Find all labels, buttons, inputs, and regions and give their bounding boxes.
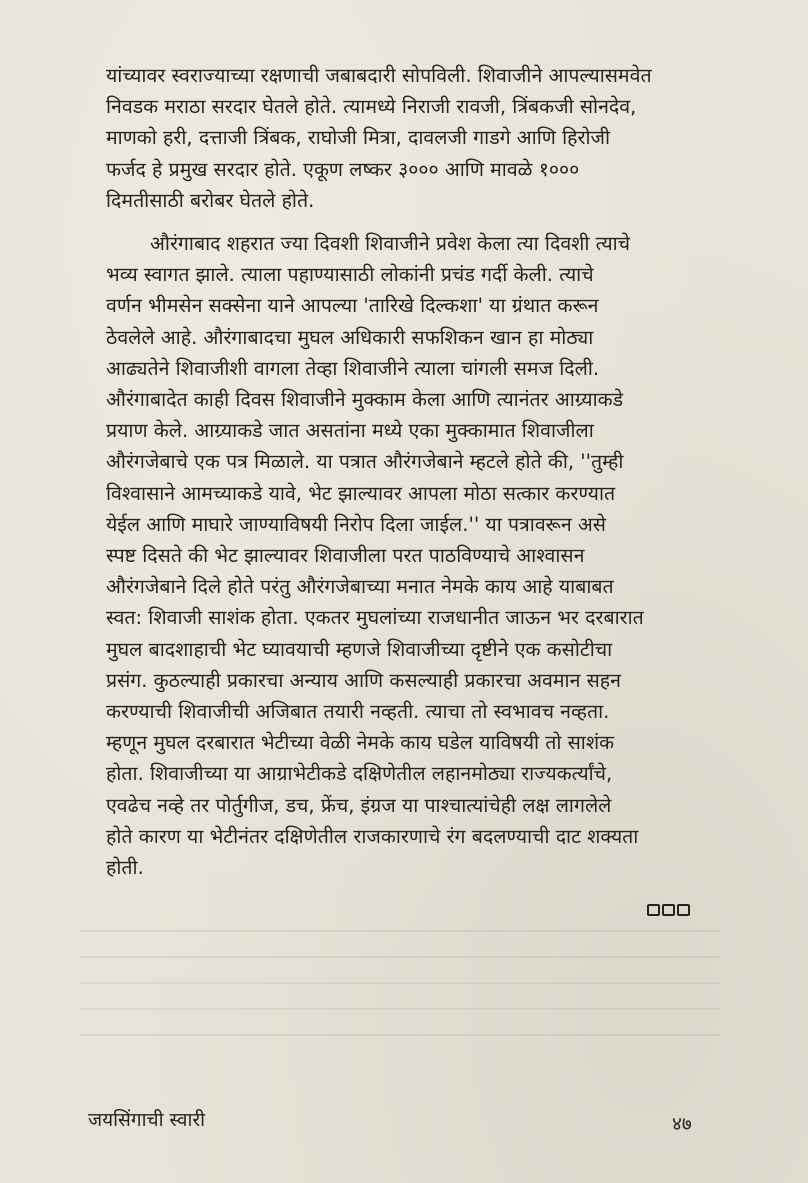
- paragraph-1: यांच्यावर स्वराज्याच्या रक्षणाची जबाबदारी सोपविली. शिवाजीने आपल्यासमवेत निवडक मराठा सरदार घेतले होते. त्यामध्ये निराजी रावजी, त्रिंबकजी सोनदेव, माणको हरी, दत्ताजी त्रिंबक, राघोजी मित्रा, दावलजी गाडगे आणि हिरोजी फर्जद हे प्रमुख सरदार होते. एकूण लष्कर ३००० आणि मावळे १००० दिमतीसाठी बरोबर घेतले होते.: [106, 64, 652, 212]
- running-footer-title: जयसिंगाची स्वारी: [88, 1109, 206, 1131]
- end-box-icon: [677, 904, 690, 916]
- page-number: ४७: [672, 1113, 692, 1135]
- end-box-icon: [662, 904, 675, 916]
- end-box-icon: [647, 904, 660, 916]
- show-through-text: [80, 930, 720, 1050]
- section-end-mark: [647, 904, 690, 916]
- paragraph-2: औरंगाबाद शहरात ज्या दिवशी शिवाजीने प्रवेश केला त्या दिवशी त्याचे भव्य स्वागत झाले. त्याला पहाण्यासाठी लोकांनी प्रचंड गर्दी केली. त्याचे वर्णन भीमसेन सक्सेना याने आपल्या 'तारिखे दिल्कशा' या ग्रंथात करून ठेवलेले आहे. औरंगाबादचा मुघल अधिकारी सफशिकन खान हा मोठ्या आढ्यतेने शिवाजीशी वागला तेव्हा शिवाजीने त्याला चांगली समज दिली. औरंगाबादेत काही दिवस शिवाजीने मुक्काम केला आणि त्यानंतर आग्र्याकडे प्रयाण केले. आग्र्याकडे जात असतांना मध्ये एका मुक्कामात शिवाजीला औरंगजेबाचे एक पत्र मिळाले. या पत्रात औरंगजेबाने म्हटले होते की, ''तुम्ही विश्वासाने आमच्याकडे यावे, भेट झाल्यावर आपला मोठा सत्कार करण्यात येईल आणि माघारे जाण्याविषयी निरोप दिला जाईल.'' या पत्रावरून असे स्पष्ट दिसते की भेट झाल्यावर शिवाजीला परत पाठविण्याचे आश्वासन औरंगजेबाने दिले होते परंतु औरंगजेबाच्या मनात नेमके काय आहे याबाबत स्वत: शिवाजी साशंक होता. एकतर मुघलांच्या राजधानीत जाऊन भर दरबारात मुघल बादशाहाची भेट घ्यावयाची म्हणजे शिवाजीच्या दृष्टीने एक कसोटीचा प्रसंग. कुठल्याही प्रकारचा अन्याय आणि कसल्याही प्रकारचा अवमान सहन करण्याची शिवाजीची अजिबात तयारी नव्हती. त्याचा तो स्वभावच नव्हता. म्हणून मुघल दरबारात भेटीच्या वेळी नेमके काय घडेल याविषयी तो साशंक होता. शिवाजीच्या या आग्राभेटीकडे दक्षिणेतील लहानमोठ्या राज्यकर्त्यांचे, एवढेच नव्हे तर पोर्तुगीज, डच, फ्रेंच, इंग्रज या पाश्चात्यांचेही लक्ष लागलेले होते कारण या भेटीनंतर दक्षिणेतील राजकारणाचे रंग बदलण्याची दाट शक्यता होती.: [106, 232, 644, 880]
- body-text: [106, 60, 702, 883]
